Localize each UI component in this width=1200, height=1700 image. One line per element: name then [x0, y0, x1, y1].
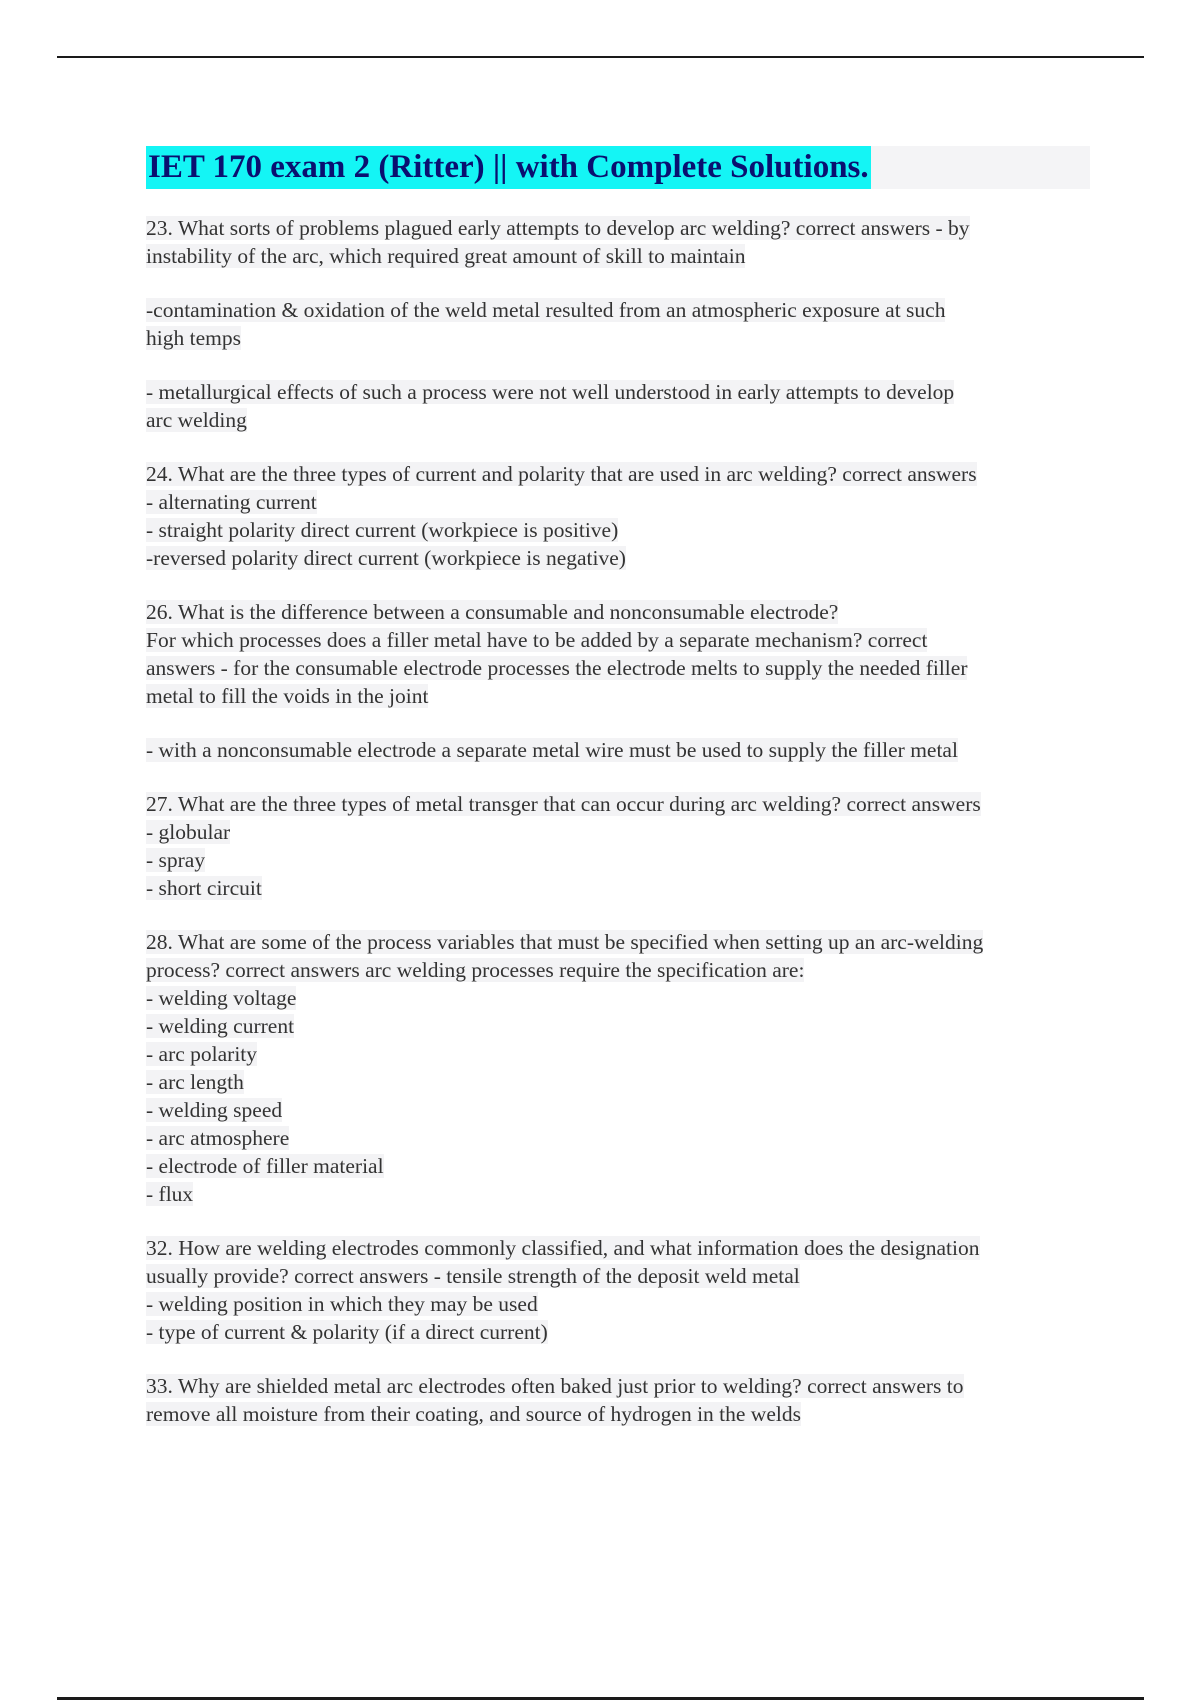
text-line — [146, 654, 1096, 682]
text-line — [146, 1262, 1096, 1290]
text-line-content: For which processes does a filler metal have to be added by a separate mechanism? correct — [146, 628, 928, 652]
text-line-content: - welding voltage — [146, 986, 297, 1010]
text-line-content: - spray — [146, 848, 206, 872]
text-line — [146, 544, 1096, 572]
text-line — [146, 242, 1096, 270]
text-line — [146, 736, 1096, 764]
text-line-content: 33. Why are shielded metal arc electrodes often baked just prior to welding? correct answers to — [146, 1374, 964, 1398]
text-line — [146, 1318, 1096, 1346]
text-line — [146, 1040, 1096, 1068]
text-line-content: usually provide? correct answers - tensile strength of the deposit weld metal — [146, 1264, 800, 1288]
text-line-content: - short circuit — [146, 876, 262, 900]
text-line — [146, 956, 1096, 984]
text-line — [146, 1290, 1096, 1318]
qa-block — [146, 928, 1096, 1208]
text-line — [146, 846, 1096, 874]
text-line-content: high temps — [146, 326, 241, 350]
qa-block — [146, 790, 1096, 902]
text-line — [146, 214, 1096, 242]
text-line — [146, 818, 1096, 846]
text-line-content: arc welding — [146, 408, 247, 432]
qa-block — [146, 1372, 1096, 1428]
text-line-content: answers - for the consumable electrode processes the electrode melts to supply the needed filler — [146, 656, 968, 680]
text-line — [146, 874, 1096, 902]
text-line — [146, 984, 1096, 1012]
document-body — [146, 214, 1096, 1454]
text-line — [146, 1096, 1096, 1124]
qa-block — [146, 1234, 1096, 1346]
text-line — [146, 296, 1096, 324]
text-line-content: process? correct answers arc welding processes require the specification are: — [146, 958, 805, 982]
text-line-content: 32. How are welding electrodes commonly classified, and what information does the designation — [146, 1236, 980, 1260]
text-line — [146, 488, 1096, 516]
text-line-content: -contamination & oxidation of the weld metal resulted from an atmospheric exposure at such — [146, 298, 946, 322]
text-line — [146, 1234, 1096, 1262]
text-line — [146, 682, 1096, 710]
text-line — [146, 516, 1096, 544]
text-line-content: - arc atmosphere — [146, 1126, 290, 1150]
text-line-content: 23. What sorts of problems plagued early attempts to develop arc welding? correct answers - by — [146, 216, 970, 240]
text-line — [146, 1124, 1096, 1152]
qa-block — [146, 296, 1096, 352]
text-line-content: - alternating current — [146, 490, 317, 514]
qa-block — [146, 736, 1096, 764]
text-line-content: -reversed polarity direct current (workpiece is negative) — [146, 546, 626, 570]
text-line-content: 27. What are the three types of metal transger that can occur during arc welding? correct answers — [146, 792, 981, 816]
text-line-content: 26. What is the difference between a consumable and nonconsumable electrode? — [146, 600, 839, 624]
qa-block — [146, 214, 1096, 270]
text-line — [146, 1372, 1096, 1400]
text-line — [146, 598, 1096, 626]
text-line — [146, 378, 1096, 406]
qa-block — [146, 598, 1096, 710]
text-line-content: - globular — [146, 820, 231, 844]
text-line-content: - straight polarity direct current (workpiece is positive) — [146, 518, 619, 542]
text-line — [146, 1152, 1096, 1180]
text-line — [146, 460, 1096, 488]
text-line — [146, 1400, 1096, 1428]
text-line-content: - arc length — [146, 1070, 244, 1094]
text-line — [146, 406, 1096, 434]
text-line-content: 24. What are the three types of current and polarity that are used in arc welding? correct answers — [146, 462, 977, 486]
qa-block — [146, 378, 1096, 434]
text-line — [146, 928, 1096, 956]
text-line-content: - with a nonconsumable electrode a separate metal wire must be used to supply the filler metal — [146, 738, 958, 762]
text-line-content: - welding position in which they may be used — [146, 1292, 538, 1316]
text-line-content: 28. What are some of the process variables that must be specified when setting up an arc-welding — [146, 930, 984, 954]
text-line-content: - metallurgical effects of such a process were not well understood in early attempts to develop — [146, 380, 955, 404]
text-line-content: - flux — [146, 1182, 194, 1206]
text-line-content: metal to fill the voids in the joint — [146, 684, 429, 708]
text-line-content: - welding current — [146, 1014, 295, 1038]
text-line — [146, 1068, 1096, 1096]
text-line — [146, 324, 1096, 352]
text-line-content: - arc polarity — [146, 1042, 258, 1066]
text-line — [146, 790, 1096, 818]
text-line-content: - welding speed — [146, 1098, 283, 1122]
text-line — [146, 626, 1096, 654]
text-line-content: remove all moisture from their coating, and source of hydrogen in the welds — [146, 1402, 801, 1426]
text-line — [146, 1180, 1096, 1208]
document-title: IET 170 exam 2 (Ritter) || with Complete Solutions. — [146, 146, 871, 189]
text-line-content: - electrode of filler material — [146, 1154, 384, 1178]
top-rule — [57, 56, 1144, 58]
qa-block — [146, 460, 1096, 572]
text-line — [146, 1012, 1096, 1040]
text-line-content: instability of the arc, which required great amount of skill to maintain — [146, 244, 746, 268]
text-line-content: - type of current & polarity (if a direct current) — [146, 1320, 548, 1344]
